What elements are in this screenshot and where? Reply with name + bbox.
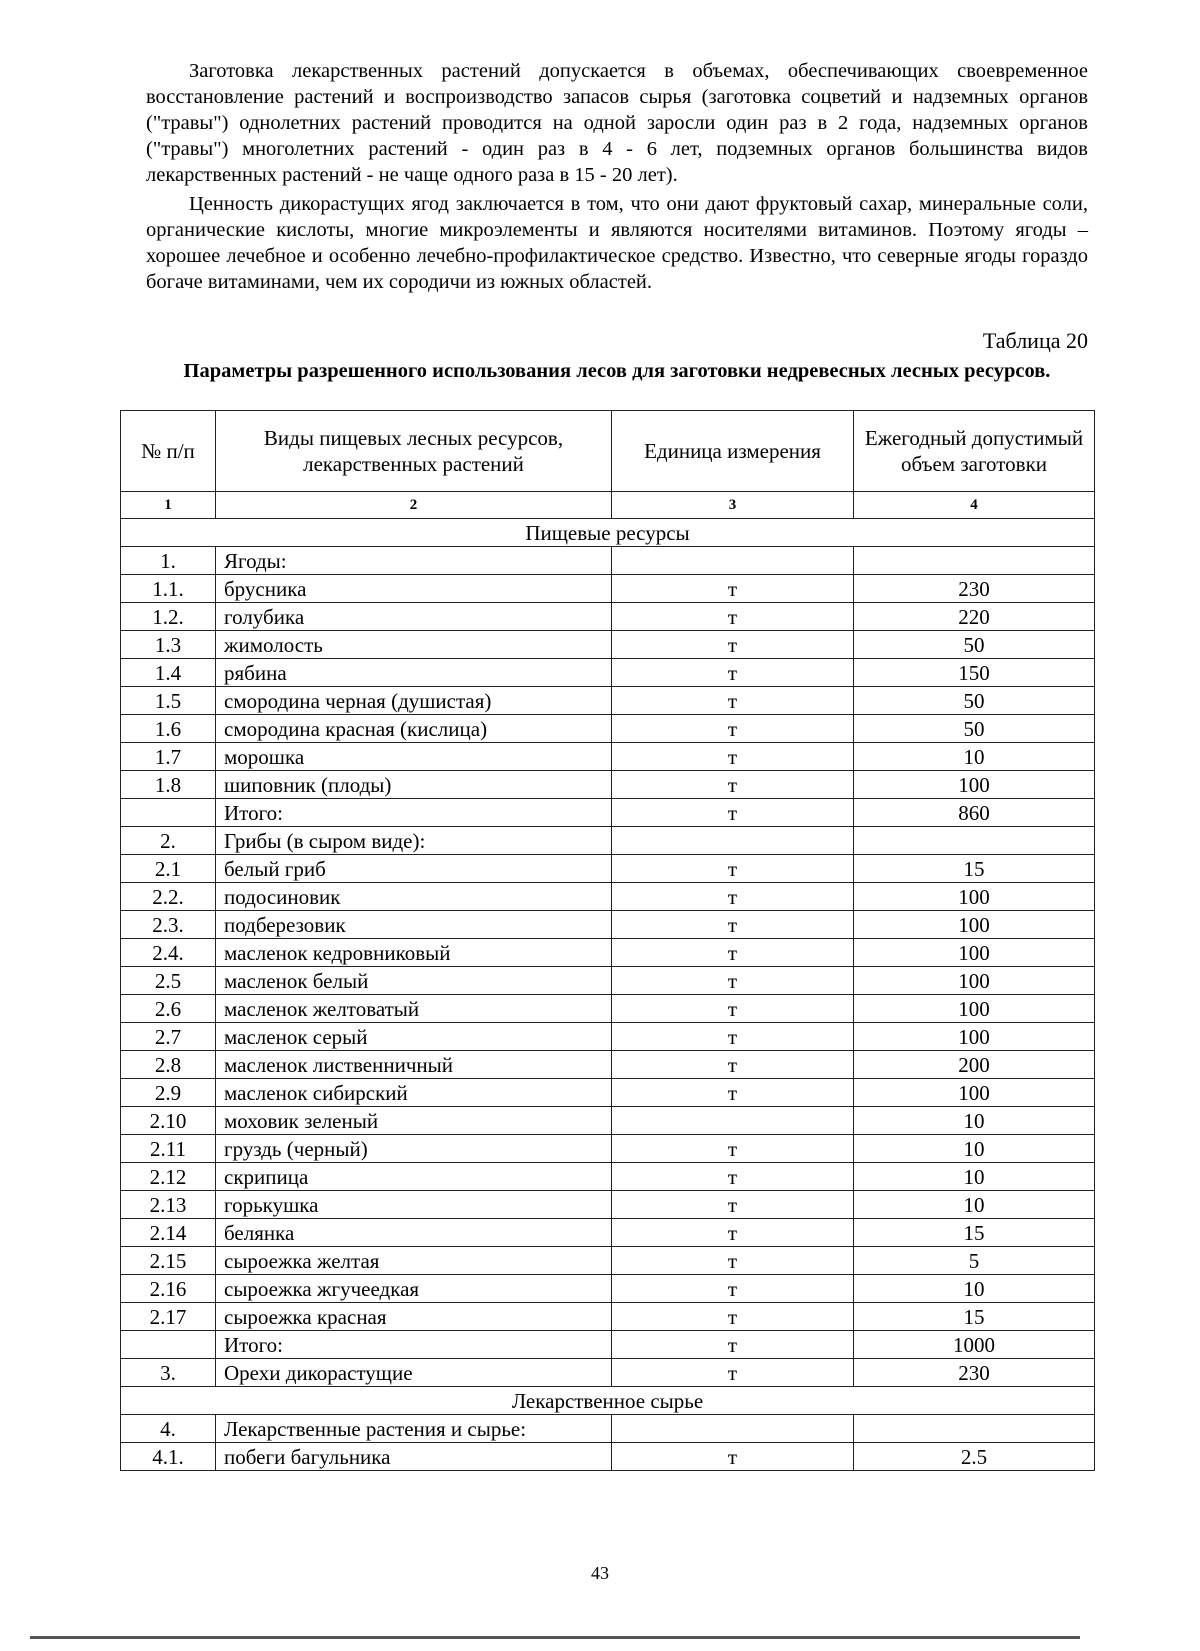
- cell-volume: 10: [854, 743, 1095, 771]
- cell-volume: 100: [854, 995, 1095, 1023]
- table-row: [121, 799, 1095, 827]
- cell-number: 1.6: [121, 715, 216, 743]
- table-row: [121, 995, 1095, 1023]
- cell-number: 2.12: [121, 1163, 216, 1191]
- cell-unit: т: [612, 883, 854, 911]
- table-row: [121, 827, 1095, 855]
- cell-volume: 15: [854, 1219, 1095, 1247]
- header-unit: Единица измерения: [612, 411, 854, 492]
- cell-volume: 10: [854, 1191, 1095, 1219]
- cell-number: 2.6: [121, 995, 216, 1023]
- cell-resource: белый гриб: [216, 855, 612, 883]
- cell-resource: масленок лиственничный: [216, 1051, 612, 1079]
- table-row: [121, 771, 1095, 799]
- table-row: [121, 1331, 1095, 1359]
- cell-unit: т: [612, 967, 854, 995]
- cell-volume: 50: [854, 715, 1095, 743]
- table-row: [121, 659, 1095, 687]
- table-row: [121, 743, 1095, 771]
- cell-unit: т: [612, 1079, 854, 1107]
- table-row: [121, 1275, 1095, 1303]
- cell-unit: т: [612, 1051, 854, 1079]
- cell-resource: побеги багульника: [216, 1443, 612, 1471]
- header-annual-volume: Ежегодный допустимый объем заготовки: [854, 411, 1095, 492]
- cell-unit: т: [612, 1247, 854, 1275]
- cell-volume: 230: [854, 575, 1095, 603]
- cell-number: 2.16: [121, 1275, 216, 1303]
- cell-unit: т: [612, 1303, 854, 1331]
- cell-resource: белянка: [216, 1219, 612, 1247]
- resources-table: [120, 410, 1095, 1471]
- cell-volume: 5: [854, 1247, 1095, 1275]
- table-row: [121, 911, 1095, 939]
- table-caption: Таблица 20: [982, 328, 1088, 353]
- table-row: [121, 1191, 1095, 1219]
- cell-resource: морошка: [216, 743, 612, 771]
- bottom-rule: [30, 1636, 1080, 1639]
- cell-unit: т: [612, 855, 854, 883]
- table-body: [121, 519, 1095, 1471]
- cell-unit: т: [612, 1135, 854, 1163]
- cell-resource: скрипица: [216, 1163, 612, 1191]
- column-number: 2: [216, 492, 612, 519]
- section-title: Пищевые ресурсы: [121, 519, 1095, 547]
- cell-volume: 200: [854, 1051, 1095, 1079]
- cell-volume: 230: [854, 1359, 1095, 1387]
- cell-number: 2.14: [121, 1219, 216, 1247]
- table-row: [121, 631, 1095, 659]
- cell-unit: т: [612, 799, 854, 827]
- cell-unit: т: [612, 659, 854, 687]
- table-row: [121, 715, 1095, 743]
- cell-number: 2.8: [121, 1051, 216, 1079]
- column-number: 1: [121, 492, 216, 519]
- cell-resource: масленок серый: [216, 1023, 612, 1051]
- cell-number: 1.1.: [121, 575, 216, 603]
- table-row: [121, 1415, 1095, 1443]
- table-row: [121, 1219, 1095, 1247]
- cell-volume: 15: [854, 1303, 1095, 1331]
- page-number: 43: [591, 1563, 609, 1583]
- column-number: 4: [854, 492, 1095, 519]
- header-resource-type: Виды пищевых лесных ресурсов, лекарственных растений: [216, 411, 612, 492]
- section-title: Лекарственное сырье: [121, 1387, 1095, 1415]
- cell-number: 1.: [121, 547, 216, 575]
- cell-resource: сыроежка красная: [216, 1303, 612, 1331]
- cell-volume: 10: [854, 1275, 1095, 1303]
- cell-number: 2.15: [121, 1247, 216, 1275]
- cell-unit: т: [612, 603, 854, 631]
- table-row: [121, 1079, 1095, 1107]
- column-number-row: [121, 492, 1095, 519]
- cell-number: 2.2.: [121, 883, 216, 911]
- paragraph-2: Ценность дикорастущих ягод заключается в том, что они дают фруктовый сахар, минеральные соли, органические кислоты, многие микроэлементы и являются носителями витаминов. Поэтому ягоды – хорошее лечебное и особенно лечебно-профилактическое средство. Известно, что северные ягоды гораздо богаче витаминами, чем их сородичи из южных областей.: [146, 193, 1088, 293]
- section-row: [121, 519, 1095, 547]
- column-number: 3: [612, 492, 854, 519]
- table-title: Параметры разрешенного использования лесов для заготовки недревесных лесных ресурсов.: [183, 360, 1051, 382]
- cell-unit: [612, 1107, 854, 1135]
- cell-number: 2.: [121, 827, 216, 855]
- paragraph-1: Заготовка лекарственных растений допускается в объемах, обеспечивающих своевременное восстановление растений и воспроизводство запасов сырья (заготовка соцветий и надземных органов ("травы") однолетних растений проводится на одной заросли один раз в 2 года, надземных органов ("травы") многолетних растений - один раз в 4 - 6 лет, подземных органов большинства видов лекарственных растений - не чаще одного раза в 15 - 20 лет).: [146, 60, 1088, 186]
- cell-number: 4.1.: [121, 1443, 216, 1471]
- cell-unit: т: [612, 911, 854, 939]
- cell-resource: голубика: [216, 603, 612, 631]
- cell-number: [121, 1331, 216, 1359]
- table-row: [121, 603, 1095, 631]
- cell-volume: 1000: [854, 1331, 1095, 1359]
- cell-resource: смородина черная (душистая): [216, 687, 612, 715]
- cell-number: 2.10: [121, 1107, 216, 1135]
- table-row: [121, 1163, 1095, 1191]
- table-row: [121, 1135, 1095, 1163]
- table-row: [121, 547, 1095, 575]
- cell-volume: 100: [854, 1023, 1095, 1051]
- cell-volume: 100: [854, 911, 1095, 939]
- cell-resource: масленок желтоватый: [216, 995, 612, 1023]
- cell-resource: шиповник (плоды): [216, 771, 612, 799]
- cell-resource: Лекарственные растения и сырье:: [216, 1415, 612, 1443]
- cell-unit: т: [612, 1275, 854, 1303]
- cell-number: 2.13: [121, 1191, 216, 1219]
- cell-unit: т: [612, 771, 854, 799]
- cell-number: 2.5: [121, 967, 216, 995]
- cell-number: 1.5: [121, 687, 216, 715]
- cell-volume: 100: [854, 967, 1095, 995]
- table-row: [121, 883, 1095, 911]
- cell-volume: 10: [854, 1135, 1095, 1163]
- cell-volume: 10: [854, 1107, 1095, 1135]
- cell-unit: т: [612, 1219, 854, 1247]
- cell-unit: т: [612, 687, 854, 715]
- table-row: [121, 939, 1095, 967]
- cell-volume: [854, 827, 1095, 855]
- cell-resource: моховик зеленый: [216, 1107, 612, 1135]
- header-number: № п/п: [121, 411, 216, 492]
- cell-unit: т: [612, 939, 854, 967]
- table-row: [121, 855, 1095, 883]
- cell-number: 3.: [121, 1359, 216, 1387]
- cell-unit: т: [612, 575, 854, 603]
- cell-unit: т: [612, 995, 854, 1023]
- cell-volume: 50: [854, 631, 1095, 659]
- cell-number: 2.4.: [121, 939, 216, 967]
- cell-volume: 50: [854, 687, 1095, 715]
- cell-resource: подосиновик: [216, 883, 612, 911]
- cell-number: 1.3: [121, 631, 216, 659]
- cell-resource: Ягоды:: [216, 547, 612, 575]
- cell-resource: Итого:: [216, 1331, 612, 1359]
- cell-number: 2.1: [121, 855, 216, 883]
- cell-unit: т: [612, 1331, 854, 1359]
- cell-number: 4.: [121, 1415, 216, 1443]
- cell-number: 2.9: [121, 1079, 216, 1107]
- table-row: [121, 575, 1095, 603]
- cell-number: 2.7: [121, 1023, 216, 1051]
- cell-resource: масленок кедровниковый: [216, 939, 612, 967]
- cell-resource: Итого:: [216, 799, 612, 827]
- cell-unit: [612, 1415, 854, 1443]
- table-header-row: [121, 411, 1095, 492]
- cell-volume: 150: [854, 659, 1095, 687]
- cell-unit: т: [612, 1359, 854, 1387]
- cell-number: 2.11: [121, 1135, 216, 1163]
- section-row: [121, 1387, 1095, 1415]
- cell-resource: брусника: [216, 575, 612, 603]
- cell-volume: 100: [854, 939, 1095, 967]
- cell-resource: масленок белый: [216, 967, 612, 995]
- cell-unit: т: [612, 1023, 854, 1051]
- cell-number: [121, 799, 216, 827]
- cell-resource: жимолость: [216, 631, 612, 659]
- cell-volume: 2.5: [854, 1443, 1095, 1471]
- cell-number: 2.3.: [121, 911, 216, 939]
- cell-volume: 15: [854, 855, 1095, 883]
- cell-volume: 100: [854, 771, 1095, 799]
- cell-unit: т: [612, 715, 854, 743]
- table-row: [121, 1023, 1095, 1051]
- cell-unit: т: [612, 1163, 854, 1191]
- table-row: [121, 1303, 1095, 1331]
- cell-number: 1.7: [121, 743, 216, 771]
- cell-number: 1.8: [121, 771, 216, 799]
- table-row: [121, 1359, 1095, 1387]
- cell-resource: Орехи дикорастущие: [216, 1359, 612, 1387]
- cell-unit: [612, 827, 854, 855]
- cell-resource: сыроежка желтая: [216, 1247, 612, 1275]
- cell-resource: сыроежка жгучеедкая: [216, 1275, 612, 1303]
- cell-volume: 100: [854, 1079, 1095, 1107]
- table-row: [121, 1443, 1095, 1471]
- cell-resource: масленок сибирский: [216, 1079, 612, 1107]
- table-row: [121, 1051, 1095, 1079]
- cell-number: 1.2.: [121, 603, 216, 631]
- cell-volume: 860: [854, 799, 1095, 827]
- table-row: [121, 1247, 1095, 1275]
- cell-volume: 220: [854, 603, 1095, 631]
- cell-resource: Грибы (в сыром виде):: [216, 827, 612, 855]
- cell-unit: [612, 547, 854, 575]
- cell-resource: груздь (черный): [216, 1135, 612, 1163]
- cell-unit: т: [612, 743, 854, 771]
- cell-resource: горькушка: [216, 1191, 612, 1219]
- cell-number: 1.4: [121, 659, 216, 687]
- cell-unit: т: [612, 1191, 854, 1219]
- cell-number: 2.17: [121, 1303, 216, 1331]
- cell-resource: подберезовик: [216, 911, 612, 939]
- cell-volume: [854, 547, 1095, 575]
- cell-resource: смородина красная (кислица): [216, 715, 612, 743]
- table-row: [121, 967, 1095, 995]
- cell-volume: [854, 1415, 1095, 1443]
- cell-volume: 100: [854, 883, 1095, 911]
- table-row: [121, 687, 1095, 715]
- cell-volume: 10: [854, 1163, 1095, 1191]
- cell-unit: т: [612, 1443, 854, 1471]
- table-row: [121, 1107, 1095, 1135]
- cell-unit: т: [612, 631, 854, 659]
- cell-resource: рябина: [216, 659, 612, 687]
